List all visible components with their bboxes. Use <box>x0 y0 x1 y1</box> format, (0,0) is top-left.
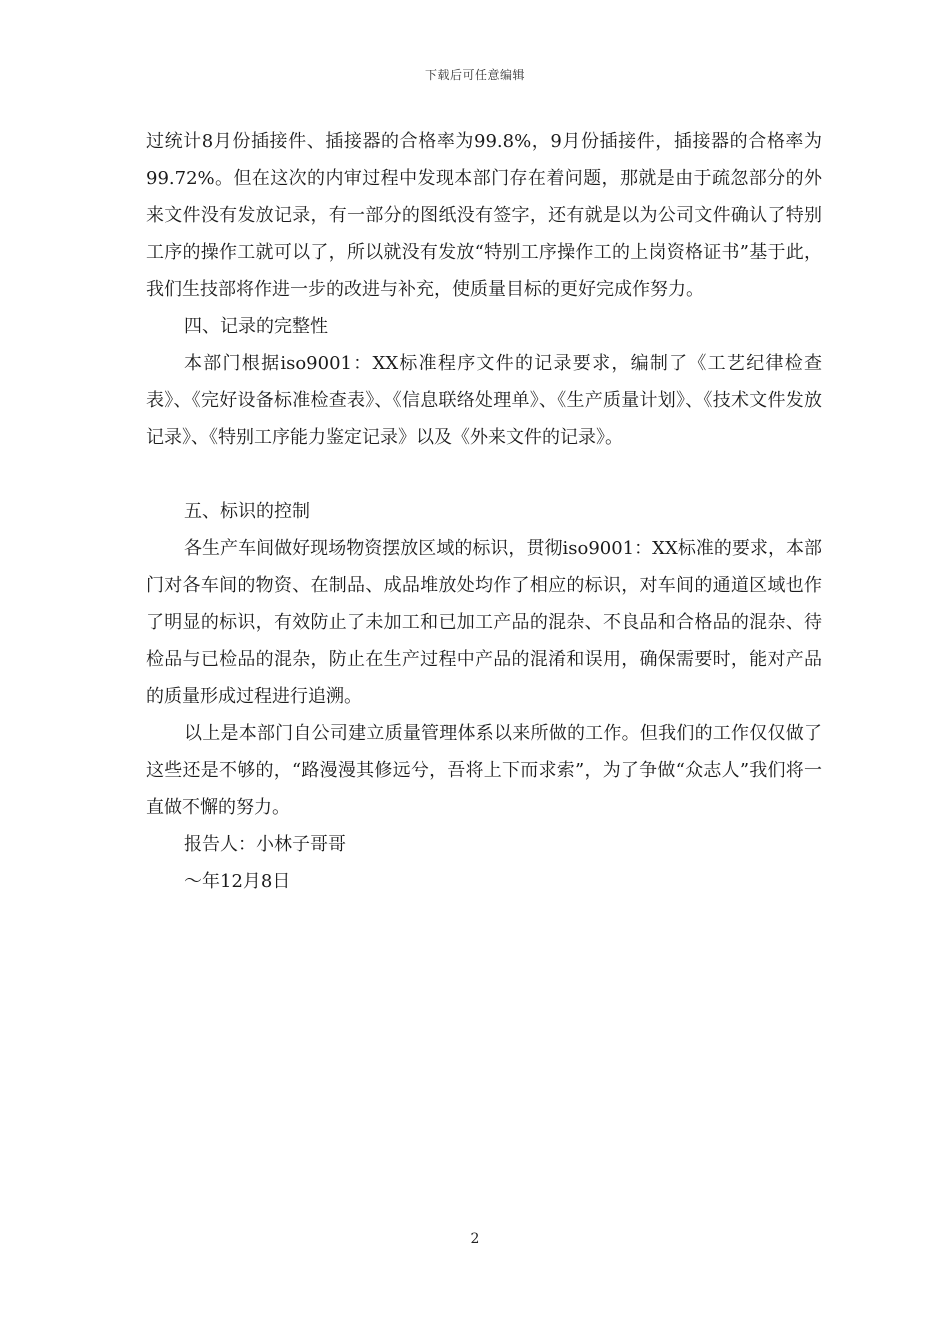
paragraph-quality-results: 过统计8月份插接件、插接器的合格率为99.8%，9月份插接件，插接器的合格率为99.72%。但在这次的内审过程中发现本部门存在着问题，那就是由于疏忽部分的外来文件没有发放记录，有一部分的图纸没有签字，还有就是以为公司文件确认了特别工序的操作工就可以了，所以就没有发放“特别工序操作工的上岗资格证书”基于此，我们生技部将作进一步的改进与补充，使质量目标的更好完成作努力。 <box>146 131 822 300</box>
page-header: 下载后可任意编辑 <box>424 68 525 82</box>
page-number: 2 <box>470 1231 480 1247</box>
paragraph-conclusion: 以上是本部门自公司建立质量管理体系以来所做的工作。但我们的工作仅仅做了这些还是不够的，“路漫漫其修远兮，吾将上下而求索”，为了争做“众志人”我们将一直做不懈的努力。 <box>146 723 822 818</box>
paragraph-spacer <box>146 456 822 493</box>
section-heading-identification-control: 五、标识的控制 <box>184 501 310 522</box>
document-body <box>146 123 822 900</box>
paragraph-records: 本部门根据iso9001：XX标准程序文件的记录要求，编制了《工艺纪律检查表》、《完好设备标准检查表》、《信息联络处理单》、《生产质量计划》、《技术文件发放记录》、《特别工序能力鉴定记录》以及《外来文件的记录》。 <box>146 353 822 448</box>
date-line: ～年12月8日 <box>184 871 291 892</box>
section-heading-record-completeness: 四、记录的完整性 <box>184 316 328 337</box>
paragraph-identification: 各生产车间做好现场物资摆放区域的标识，贯彻iso9001：XX标准的要求，本部门对各车间的物资、在制品、成品堆放处均作了相应的标识，对车间的通道区域也作了明显的标识，有效防止了未加工和已加工产品的混杂、不良品和合格品的混杂、待检品与已检品的混杂，防止在生产过程中产品的混淆和误用，确保需要时，能对产品的质量形成过程进行追溯。 <box>146 538 822 707</box>
reporter-line: 报告人：小林子哥哥 <box>184 834 346 855</box>
